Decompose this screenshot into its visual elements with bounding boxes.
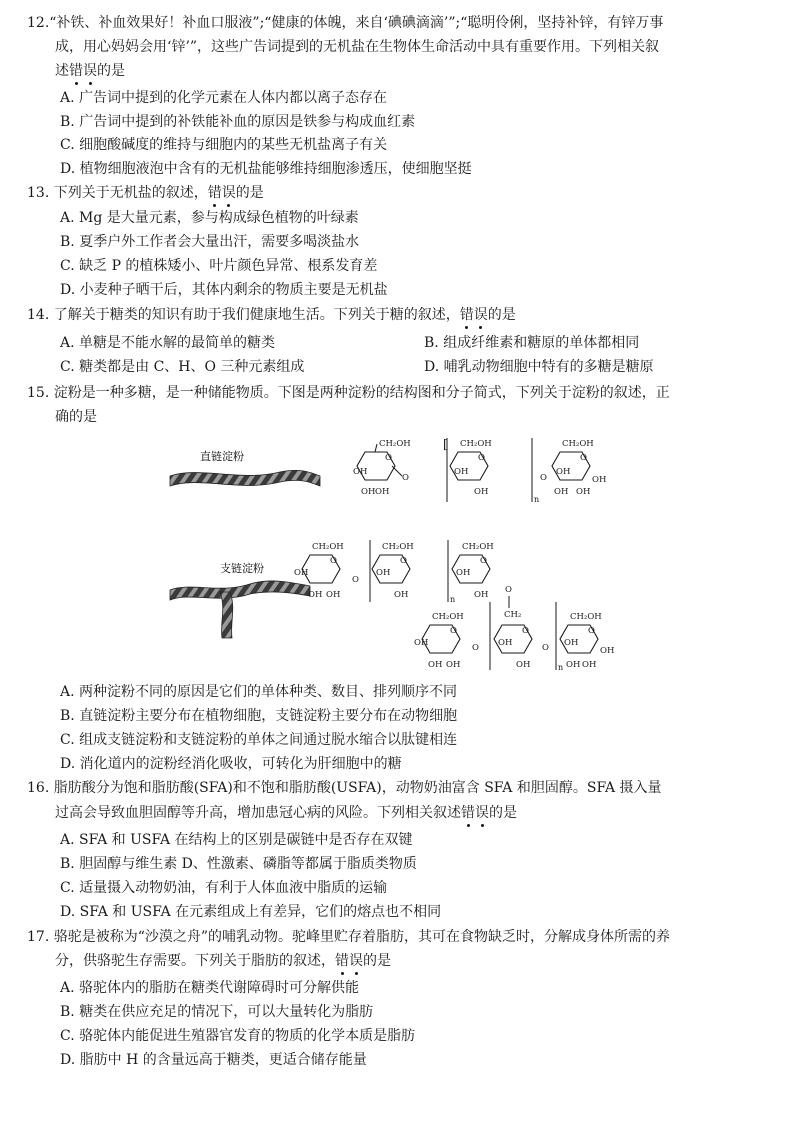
svg-text:OH: OH bbox=[361, 487, 376, 497]
q17-stem-line2 bbox=[55, 950, 391, 972]
q17-stem-line1: 17. 骆驼是被称为“沙漠之舟”的哺乳动物。驼峰里贮存着脂肪，其可在食物缺乏时，分解成身体所需的养 bbox=[27, 929, 671, 945]
q14-stem bbox=[27, 304, 516, 326]
q12-option-a: A. 广告词中提到的化学元素在人体内都以离子态存在 bbox=[60, 90, 388, 106]
svg-text:OH: OH bbox=[498, 638, 513, 648]
svg-text:[: [ bbox=[443, 437, 448, 451]
svg-text:n: n bbox=[534, 495, 540, 504]
svg-text:OH: OH bbox=[375, 487, 390, 497]
svg-text:CH₂OH: CH₂OH bbox=[379, 439, 411, 449]
svg-text:O: O bbox=[450, 626, 457, 636]
amylose-label: 直链淀粉 bbox=[200, 450, 244, 463]
svg-text:OH: OH bbox=[566, 660, 581, 670]
emphasis-char: 错 bbox=[208, 182, 222, 204]
svg-text:OH: OH bbox=[600, 646, 615, 656]
q12-option-b: B. 广告词中提到的补铁能补血的原因是铁参与构成血红素 bbox=[60, 114, 416, 130]
q13-stem-text: 13. 下列关于无机盐的叙述， bbox=[27, 185, 208, 201]
svg-text:OH: OH bbox=[582, 660, 597, 670]
emphasis-char: 错 bbox=[461, 802, 475, 824]
svg-text:OH: OH bbox=[454, 467, 469, 477]
amylopectin-helix-main bbox=[170, 581, 310, 600]
q12-stem-line1: 12.“补铁、补血效果好！补血口服液”;“健康的体魄，来自‘碘碘滴滴’”;“聪明伶俐，坚持补锌，有锌万事 bbox=[27, 15, 664, 31]
svg-text:OH: OH bbox=[456, 568, 471, 578]
svg-text:OH: OH bbox=[576, 487, 591, 497]
q13-option-c: C. 缺乏 P 的植株矮小、叶片颜色异常、根系发育差 bbox=[60, 258, 378, 274]
svg-text:OH: OH bbox=[556, 467, 571, 477]
q15-option-b: B. 直链淀粉主要分布在植物细胞，支链淀粉主要分布在动物细胞 bbox=[60, 708, 458, 724]
q15-stem-line1: 15. 淀粉是一种多糖，是一种储能物质。下图是两种淀粉的结构图和分子简式，下列关于淀粉的叙述，正 bbox=[27, 385, 670, 401]
svg-text:CH₂OH: CH₂OH bbox=[460, 439, 492, 449]
amylopectin-helix-branch bbox=[220, 592, 233, 638]
svg-text:OH: OH bbox=[516, 660, 531, 670]
q14-option-b: B. 组成纤维素和糖原的单体都相同 bbox=[424, 335, 640, 351]
svg-text:CH₂OH: CH₂OH bbox=[570, 612, 602, 622]
q14-option-d: D. 哺乳动物细胞中特有的多糖是糖原 bbox=[424, 359, 654, 375]
q16-option-c: C. 适量摄入动物奶油，有利于人体血液中脂质的运输 bbox=[60, 880, 388, 896]
svg-text:O: O bbox=[385, 453, 392, 463]
svg-text:OH: OH bbox=[592, 475, 607, 485]
q14-option-c: C. 糖类都是由 C、H、O 三种元素组成 bbox=[60, 359, 305, 375]
svg-text:n: n bbox=[558, 663, 564, 672]
q16-option-a: A. SFA 和 USFA 在结构上的区别是碳链中是否存在双键 bbox=[60, 832, 413, 848]
q14-stem-text: 14. 了解关于糖类的知识有助于我们健康地生活。下列关于糖的叙述， bbox=[27, 307, 460, 323]
svg-text:OH: OH bbox=[474, 590, 489, 600]
q16-stem-line1: 16. 脂肪酸分为饱和脂肪酸(SFA)和不饱和脂肪酸(USFA)，动物奶油富含 SFA 和胆固醇。SFA 摄入量 bbox=[27, 780, 662, 796]
svg-text:O: O bbox=[478, 453, 485, 463]
emphasis-char: 误 bbox=[83, 60, 97, 82]
svg-text:O: O bbox=[522, 626, 529, 636]
svg-text:n: n bbox=[450, 595, 456, 604]
q17-stem-text: 分，供骆驼生存需要。下列关于脂肪的叙述， bbox=[55, 953, 335, 969]
svg-text:OH: OH bbox=[353, 467, 368, 477]
svg-text:O: O bbox=[400, 556, 407, 566]
q17-option-b: B. 糖类在供应充足的情况下，可以大量转化为脂肪 bbox=[60, 1004, 374, 1020]
q12-stem-line2: 成，用心妈妈会用‘锌’”，这些广告词提到的无机盐在生物体生命活动中具有重要作用。下列相关叙 bbox=[55, 39, 660, 55]
svg-text:OH: OH bbox=[446, 660, 461, 670]
emphasis-char: 错 bbox=[335, 950, 349, 972]
q16-option-b: B. 胆固醇与维生素 D、性激素、磷脂等都属于脂质类物质 bbox=[60, 856, 417, 872]
svg-text:OH: OH bbox=[554, 487, 569, 497]
svg-text:OH: OH bbox=[564, 638, 579, 648]
starch-structure-figure bbox=[160, 432, 640, 672]
svg-text:CH₂OH: CH₂OH bbox=[432, 612, 464, 622]
q13-stem-text: 的是 bbox=[235, 185, 264, 201]
q13-option-a: A. Mg 是大量元素，参与构成绿色植物的叶绿素 bbox=[60, 210, 359, 226]
q17-option-c: C. 骆驼体内能促进生殖器官发育的物质的化学本质是脂肪 bbox=[60, 1028, 416, 1044]
amylose-structure bbox=[353, 437, 606, 504]
q17-option-a: A. 骆驼体内的脂肪在糖类代谢障碍时可分解供能 bbox=[60, 980, 360, 996]
q14-stem-text: 的是 bbox=[487, 307, 516, 323]
q13-option-d: D. 小麦种子晒干后，其体内剩余的物质主要是无机盐 bbox=[60, 282, 388, 298]
amylopectin-label: 支链淀粉 bbox=[220, 562, 264, 575]
q15-stem-line2: 确的是 bbox=[55, 409, 97, 425]
q16-stem-line2 bbox=[55, 802, 517, 824]
q14-option-a: A. 单糖是不能水解的最简单的糖类 bbox=[60, 335, 276, 351]
q13-option-b: B. 夏季户外工作者会大量出汗，需要多喝淡盐水 bbox=[60, 234, 360, 250]
svg-text:O: O bbox=[472, 643, 479, 653]
svg-text:O: O bbox=[402, 473, 409, 483]
q12-option-d: D. 植物细胞液泡中含有的无机盐能够维持细胞渗透压，使细胞坚挺 bbox=[60, 161, 472, 177]
svg-text:O: O bbox=[580, 453, 587, 463]
svg-text:O: O bbox=[505, 585, 512, 595]
svg-text:CH₂OH: CH₂OH bbox=[562, 439, 594, 449]
svg-text:O: O bbox=[480, 556, 487, 566]
svg-text:CH₂OH: CH₂OH bbox=[312, 542, 344, 552]
svg-text:CH₂OH: CH₂OH bbox=[462, 542, 494, 552]
q12-option-c: C. 细胞酸碱度的维持与细胞内的某些无机盐离子有关 bbox=[60, 137, 388, 153]
q15-option-c: C. 组成支链淀粉和支链淀粉的单体之间通过脱水缩合以肽键相连 bbox=[60, 732, 458, 748]
svg-text:OH: OH bbox=[326, 590, 341, 600]
svg-text:OH: OH bbox=[376, 568, 391, 578]
svg-text:O: O bbox=[588, 626, 595, 636]
svg-text:OH: OH bbox=[308, 590, 323, 600]
emphasis-char: 错 bbox=[69, 60, 83, 82]
svg-text:OH: OH bbox=[294, 568, 309, 578]
amylopectin-structure bbox=[294, 540, 614, 672]
emphasis-char: 误 bbox=[475, 802, 489, 824]
svg-text:O: O bbox=[540, 473, 547, 483]
emphasis-char: 误 bbox=[222, 182, 236, 204]
q12-stem-text: 的是 bbox=[97, 63, 125, 79]
q15-option-d: D. 消化道内的淀粉经消化吸收，可转化为肝细胞中的糖 bbox=[60, 756, 402, 772]
svg-text:O: O bbox=[542, 643, 549, 653]
q15-option-a: A. 两种淀粉不同的原因是它们的单体种类、数目、排列顺序不同 bbox=[60, 684, 458, 700]
q16-option-d: D. SFA 和 USFA 在元素组成上有差异，它们的熔点也不相同 bbox=[60, 904, 442, 920]
svg-text:O: O bbox=[352, 575, 359, 585]
emphasis-char: 误 bbox=[349, 950, 363, 972]
emphasis-char: 错 bbox=[460, 304, 474, 326]
q17-stem-text: 的是 bbox=[363, 953, 391, 969]
svg-text:OH: OH bbox=[428, 660, 443, 670]
q17-option-d: D. 脂肪中 H 的含量远高于糖类，更适合储存能量 bbox=[60, 1052, 367, 1068]
q12-stem-text: 述 bbox=[55, 63, 69, 79]
emphasis-char: 误 bbox=[474, 304, 488, 326]
svg-text:O: O bbox=[330, 556, 337, 566]
amylose-helix bbox=[170, 470, 320, 486]
svg-text:OH: OH bbox=[394, 590, 409, 600]
q12-stem-line3 bbox=[55, 60, 125, 82]
q16-stem-text: 过高会导致血胆固醇等升高，增加患冠心病的风险。下列相关叙述 bbox=[55, 805, 461, 821]
svg-text:OH: OH bbox=[414, 638, 429, 648]
q13-stem bbox=[27, 182, 264, 204]
svg-text:CH₂: CH₂ bbox=[504, 610, 522, 620]
svg-text:CH₂OH: CH₂OH bbox=[382, 542, 414, 552]
q16-stem-text: 的是 bbox=[489, 805, 517, 821]
svg-text:OH: OH bbox=[474, 487, 489, 497]
